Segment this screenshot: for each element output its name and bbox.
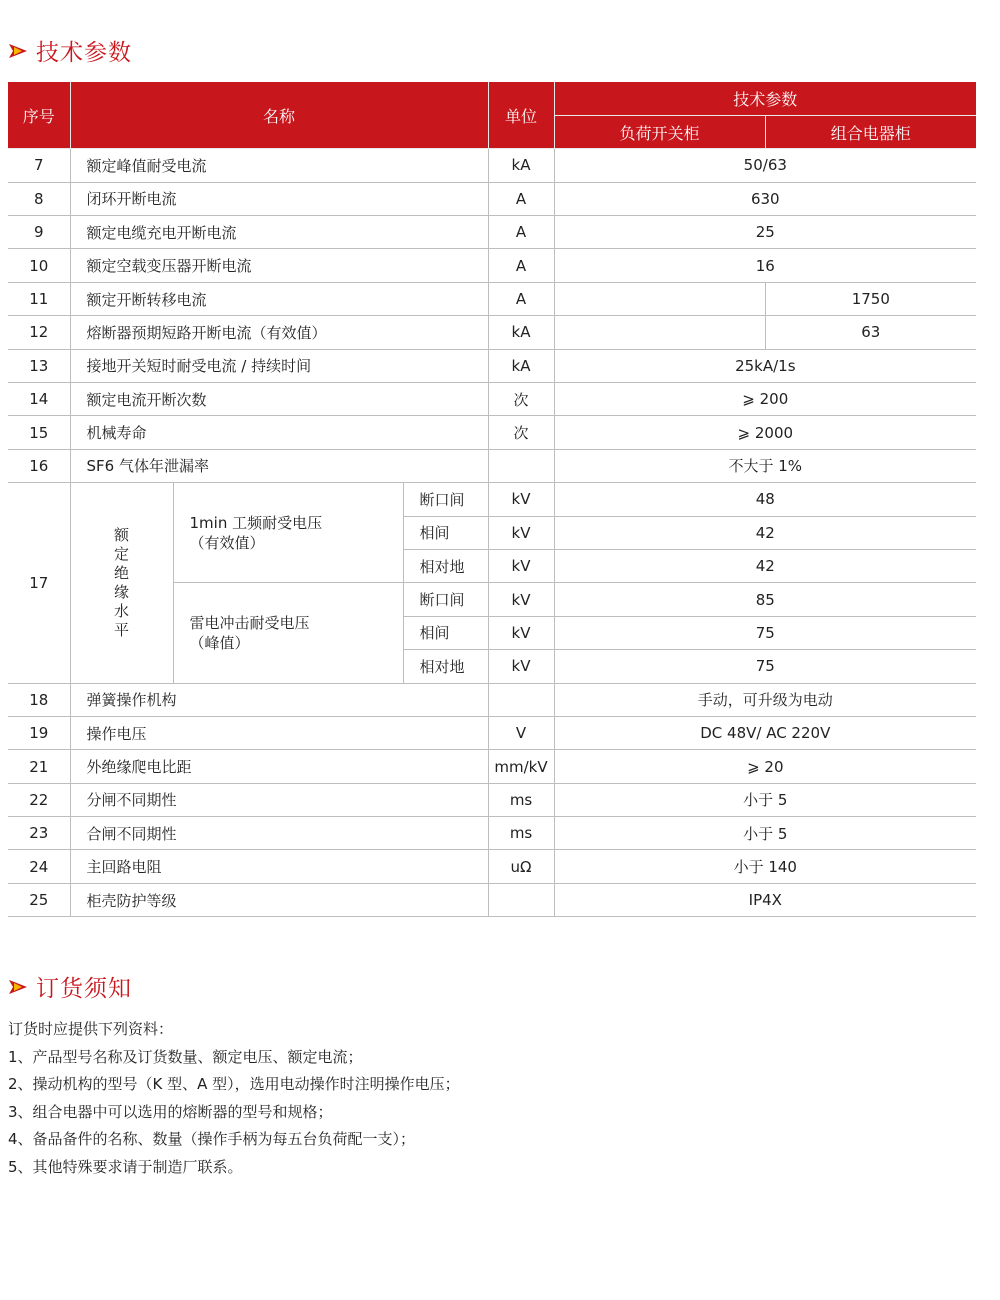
row-unit [488, 883, 554, 916]
row-unit: 次 [488, 416, 554, 449]
insulation-name-text: 额定绝缘水平 [113, 525, 129, 639]
row-unit: A [488, 182, 554, 215]
row-unit: V [488, 716, 554, 749]
row-seq: 24 [8, 850, 70, 883]
row-unit [488, 449, 554, 482]
insulation-sub: 相对地 [403, 650, 488, 683]
row-seq: 18 [8, 683, 70, 716]
table-row [8, 282, 976, 315]
table-row [8, 716, 976, 749]
section-header-order-notes [8, 970, 132, 1003]
row-seq: 21 [8, 750, 70, 783]
table-row [8, 817, 976, 850]
row-seq: 7 [8, 149, 70, 182]
row-combo-value: 1750 [765, 282, 976, 315]
row-combo-value: 63 [765, 316, 976, 349]
table-row [8, 383, 976, 416]
row-name: 接地开关短时耐受电流 / 持续时间 [70, 349, 488, 382]
row-unit: A [488, 249, 554, 282]
header-params: 技术参数 [554, 82, 976, 115]
table-header-row [8, 82, 976, 115]
row-value: ⩾ 2000 [554, 416, 976, 449]
row-value: 16 [554, 249, 976, 282]
row-unit: kA [488, 149, 554, 182]
order-note-line: 4、备品备件的名称、数量（操作手柄为每五台负荷配一支）； [8, 1130, 416, 1148]
row-seq: 8 [8, 182, 70, 215]
row-name: 柜壳防护等级 [70, 883, 488, 916]
header-seq: 序号 [8, 82, 70, 149]
order-note-line: 3、组合电器中可以选用的熔断器的型号和规格； [8, 1102, 333, 1121]
row-name: 闭环开断电流 [70, 182, 488, 215]
row-unit: 次 [488, 383, 554, 416]
header-combo: 组合电器柜 [765, 115, 976, 148]
row-name: 熔断器预期短路开断电流（有效值） [70, 316, 488, 349]
row-seq: 19 [8, 716, 70, 749]
row-name: 额定空载变压器开断电流 [70, 249, 488, 282]
row-unit: kV [488, 549, 554, 582]
row-name: 弹簧操作机构 [70, 683, 488, 716]
row-seq: 10 [8, 249, 70, 282]
row-name: 机械寿命 [70, 416, 488, 449]
insulation-group-label [173, 583, 403, 683]
row-name: 额定峰值耐受电流 [70, 149, 488, 182]
row-seq: 22 [8, 783, 70, 816]
row-seq: 15 [8, 416, 70, 449]
insulation-sub: 断口间 [403, 483, 488, 516]
row-unit: ms [488, 817, 554, 850]
row-name: 额定电缆充电开断电流 [70, 216, 488, 249]
table-row [8, 850, 976, 883]
group-label-line2: （有效值） [189, 533, 265, 552]
row-seq: 13 [8, 349, 70, 382]
insulation-sub: 相对地 [403, 549, 488, 582]
row-value: 不大于 1% [554, 449, 976, 482]
row-name: 操作电压 [70, 716, 488, 749]
order-notes [8, 1016, 460, 1181]
row-value: IP4X [554, 883, 976, 916]
row-unit: kV [488, 516, 554, 549]
row-unit: ms [488, 783, 554, 816]
row-value: 小于 5 [554, 783, 976, 816]
row-value: 42 [554, 516, 976, 549]
order-note-line: 2、操动机构的型号（K 型、A 型），选用电动操作时注明操作电压； [8, 1075, 460, 1093]
row-name: SF6 气体年泄漏率 [70, 449, 488, 482]
row-name: 外绝缘爬电比距 [70, 750, 488, 783]
row-value: ⩾ 200 [554, 383, 976, 416]
insulation-sub: 相间 [403, 616, 488, 649]
header-unit: 单位 [488, 82, 554, 149]
insulation-sub: 相间 [403, 516, 488, 549]
red-arrow-icon [8, 979, 30, 995]
row-value: 85 [554, 583, 976, 616]
insulation-group-label [173, 483, 403, 583]
row-unit: kA [488, 349, 554, 382]
row-name: 主回路电阻 [70, 850, 488, 883]
row-value: 48 [554, 483, 976, 516]
row-value: ⩾ 20 [554, 750, 976, 783]
order-note-line: 订货时应提供下列资料： [8, 1020, 174, 1038]
row-unit: kV [488, 650, 554, 683]
row-unit: uΩ [488, 850, 554, 883]
row-unit: kV [488, 583, 554, 616]
row-seq: 23 [8, 817, 70, 850]
order-note-line: 1、产品型号名称及订货数量、额定电压、额定电流； [8, 1047, 363, 1066]
table-row [8, 216, 976, 249]
row-seq: 16 [8, 449, 70, 482]
row-load-value [554, 316, 765, 349]
tech-params-table [8, 82, 976, 917]
row-seq: 17 [8, 483, 70, 683]
row-unit: kV [488, 483, 554, 516]
section-title: 技术参数 [36, 40, 132, 66]
row-unit: mm/kV [488, 750, 554, 783]
row-value: 50/63 [554, 149, 976, 182]
insulation-sub: 断口间 [403, 583, 488, 616]
table-row [8, 449, 976, 482]
table-row [8, 316, 976, 349]
row-value: 630 [554, 182, 976, 215]
row-value: 小于 140 [554, 850, 976, 883]
row-seq: 11 [8, 282, 70, 315]
row-name: 额定开断转移电流 [70, 282, 488, 315]
section-header-tech-params [8, 34, 132, 67]
table-row [8, 483, 976, 516]
table-row [8, 349, 976, 382]
table-row [8, 883, 976, 916]
row-unit: kA [488, 316, 554, 349]
header-name: 名称 [70, 82, 488, 149]
row-value: 手动，可升级为电动 [554, 683, 976, 716]
group-label-line1: 1min 工频耐受电压 [189, 513, 323, 532]
row-seq: 12 [8, 316, 70, 349]
order-note-line: 5、其他特殊要求请于制造厂联系。 [8, 1157, 243, 1176]
table-row [8, 783, 976, 816]
group-label-line1: 雷电冲击耐受电压 [189, 613, 310, 632]
table-row [8, 249, 976, 282]
row-unit: A [488, 282, 554, 315]
row-value: 25 [554, 216, 976, 249]
red-arrow-icon [8, 43, 30, 59]
row-unit: A [488, 216, 554, 249]
row-unit [488, 683, 554, 716]
table-row [8, 149, 976, 182]
row-name: 分闸不同期性 [70, 783, 488, 816]
group-label-line2: （峰值） [189, 633, 250, 652]
section-title: 订货须知 [36, 976, 132, 1002]
row-seq: 9 [8, 216, 70, 249]
row-seq: 25 [8, 883, 70, 916]
header-load-switch: 负荷开关柜 [554, 115, 765, 148]
insulation-name [70, 483, 173, 683]
table-row [8, 182, 976, 215]
row-seq: 14 [8, 383, 70, 416]
table-row [8, 416, 976, 449]
row-load-value [554, 282, 765, 315]
row-unit: kV [488, 616, 554, 649]
row-name: 额定电流开断次数 [70, 383, 488, 416]
row-value: 75 [554, 616, 976, 649]
row-value: 75 [554, 650, 976, 683]
row-value: 25kA/1s [554, 349, 976, 382]
row-value: 小于 5 [554, 817, 976, 850]
table-row [8, 750, 976, 783]
table-row [8, 683, 976, 716]
row-value: DC 48V/ AC 220V [554, 716, 976, 749]
row-value: 42 [554, 549, 976, 582]
row-name: 合闸不同期性 [70, 817, 488, 850]
